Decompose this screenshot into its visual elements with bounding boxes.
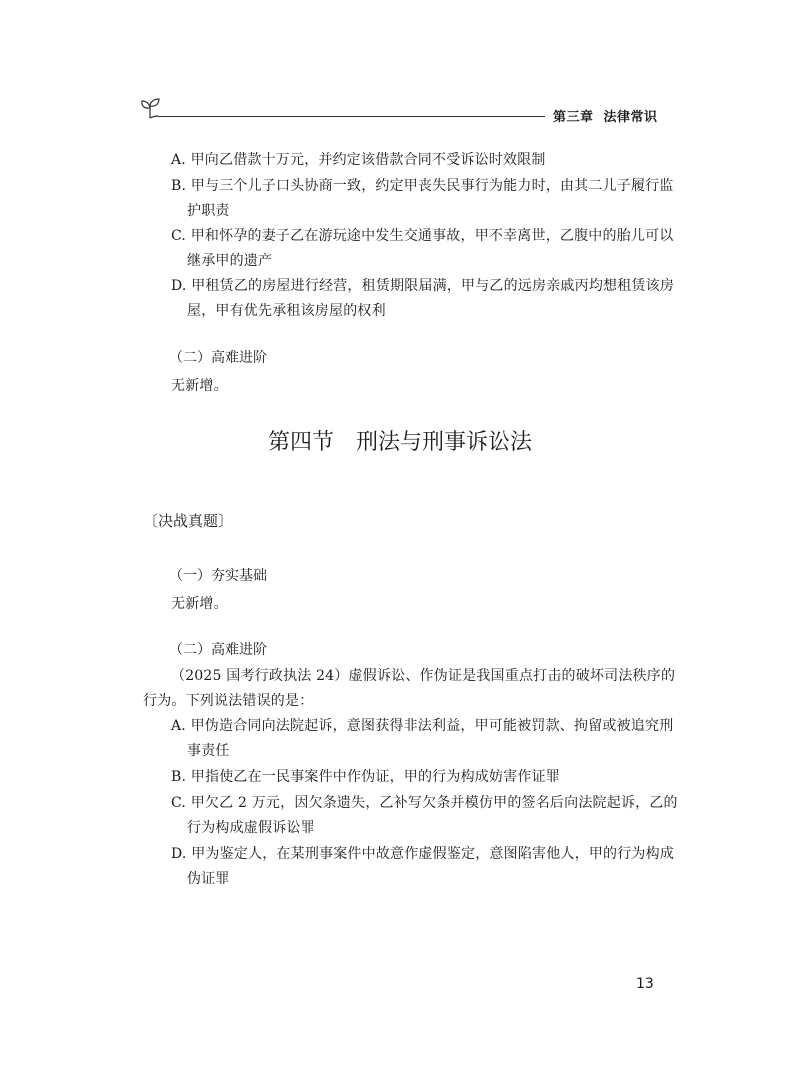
q-option-c: C. 甲欠乙 2 万元，因欠条遗失，乙补写欠条并模仿甲的签名后向法院起诉，乙的	[171, 795, 678, 811]
q-option-a-continued: 事责任	[187, 743, 230, 759]
basics-heading: （一）夯实基础	[169, 568, 267, 584]
advanced-heading-top: （二）高难进阶	[169, 350, 267, 366]
question-line-2: 行为。下列说法错误的是：	[143, 693, 314, 709]
q-option-a: A. 甲伪造合同向法院起诉，意图获得非法利益，甲可能被罚款、拘留或被追究刑	[171, 718, 674, 734]
section-title	[0, 428, 800, 458]
header-rule	[158, 116, 545, 117]
page-number: 13	[636, 976, 654, 992]
bracket-open: 〔	[143, 512, 159, 530]
exam-block-label	[143, 510, 233, 532]
chapter-number: 第三章	[553, 110, 594, 125]
basics-note: 无新增。	[171, 596, 228, 612]
option-b: B. 甲与三个儿子口头协商一致，约定甲丧失民事行为能力时，由其二儿子履行监	[171, 178, 674, 194]
bracket-close: 〕	[218, 512, 234, 530]
q-option-b: B. 甲指使乙在一民事案件中作伪证，甲的行为构成妨害作证罪	[171, 769, 560, 785]
option-d: D. 甲租赁乙的房屋进行经营，租赁期限届满，甲与乙的远房亲戚丙均想租赁该房	[171, 278, 675, 294]
option-b-continued: 护职责	[187, 203, 230, 219]
chapter-title: 法律常识	[603, 110, 658, 125]
exam-block-title: 决战真题	[158, 512, 219, 530]
option-c: C. 甲和怀孕的妻子乙在游玩途中发生交通事故，甲不幸离世，乙腹中的胎儿可以	[171, 228, 674, 244]
q-option-d-continued: 伪证罪	[187, 871, 230, 887]
option-a: A. 甲向乙借款十万元，并约定该借款合同不受诉讼时效限制	[171, 152, 546, 168]
option-d-continued: 屋，甲有优先承租该房屋的权利	[187, 303, 386, 319]
running-header	[553, 106, 658, 125]
q-option-d: D. 甲为鉴定人，在某刑事案件中故意作虚假鉴定，意图陷害他人，甲的行为构成	[171, 846, 675, 862]
section-number: 第四节	[267, 430, 334, 455]
section-name: 刑法与刑事诉讼法	[356, 430, 533, 455]
q-option-c-continued: 行为构成虚假诉讼罪	[187, 820, 315, 836]
advanced-heading: （二）高难进阶	[169, 642, 267, 658]
question-line-1: （2025 国考行政执法 24）虚假诉讼、作伪证是我国重点打击的破坏司法秩序的	[171, 668, 676, 684]
advanced-note-top: 无新增。	[171, 378, 228, 394]
option-c-continued: 继承甲的遗产	[187, 253, 273, 269]
